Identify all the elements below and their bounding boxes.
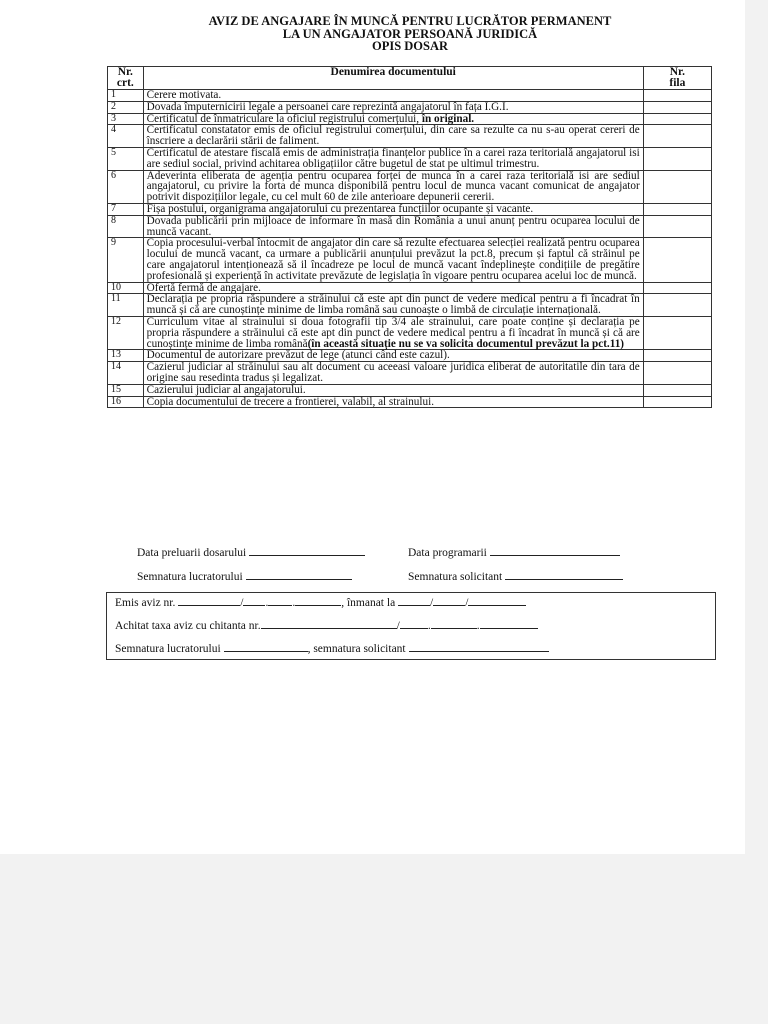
semnatura-solicitant-field: [408, 569, 623, 583]
table-row: [108, 350, 712, 362]
header-nr-crt: [108, 67, 144, 90]
row-document-text: Adeverinta eliberata de agenția pentru ocuparea forței de munca în a carei raza teritorială isi are sediul angajatorul, cu privire la forta de munca disponibilă pentru locul de munca vacant comunicat de angajator potrivit dispozițiilor legale, cu cel mult 60 de zile anterioare depunerii cererii.: [146, 169, 640, 204]
row-document-cell: [143, 215, 643, 238]
row-number: 13: [108, 350, 144, 362]
box-semnatura-lucratorului-line[interactable]: [224, 641, 308, 652]
row-fila-cell[interactable]: [643, 294, 711, 317]
row-document-text: Curriculum vitae al strainului si doua fotografii tip 3/4 ale strainului, care poate conține și declarația pe propria răspundere a străinului că este apt din punct de vedere medical pentru a fi încadrat în muncă și că are cunoștințe minime de limba română: [146, 315, 640, 350]
header-fila-nr-label: Nr.: [669, 66, 685, 78]
row-number: 9: [108, 238, 144, 282]
box-semnatura-solicitant-label: , semnatura solicitant: [307, 643, 406, 655]
aviz-issue-box: [106, 592, 716, 660]
row-fila-cell[interactable]: [643, 238, 711, 282]
inmanat-year-line[interactable]: [468, 595, 526, 606]
table-header-row: [108, 67, 712, 90]
box-semnatura-solicitant-line[interactable]: [409, 641, 549, 652]
header-crt-label: crt.: [116, 77, 134, 89]
table-row: [108, 282, 712, 294]
semnatura-lucratorului-field: [137, 569, 352, 583]
row-document-text: Declarația pe propria răspundere a străinului că este apt din punct de vedere medical pentru a fi încadrat în muncă și că are cunoștințe minime de limba română sau cunoaște o limbă de circulație internațională.: [146, 293, 640, 317]
semnatura-solicitant-input-line[interactable]: [505, 569, 623, 580]
header-nr-fila: [643, 67, 711, 90]
row-fila-cell[interactable]: [643, 215, 711, 238]
table-row: [108, 294, 712, 317]
row-number: 1: [108, 90, 144, 102]
row-fila-cell[interactable]: [643, 125, 711, 148]
table-row: [108, 396, 712, 408]
table-row: [108, 113, 712, 125]
row-fila-cell[interactable]: [643, 282, 711, 294]
inmanat-day-line[interactable]: [398, 595, 430, 606]
row-document-cell: [143, 170, 643, 203]
data-programarii-input-line[interactable]: [490, 545, 620, 556]
chitanta-year-line[interactable]: [480, 618, 538, 629]
title-line-1: AVIZ DE ANGAJARE ÎN MUNCĂ PENTRU LUCRĂTOR PERMANENT: [208, 14, 612, 28]
achitat-taxa-row: Achitat taxa aviz cu chitanta nr. / . .: [115, 618, 538, 632]
table-row: [108, 101, 712, 113]
row-fila-cell[interactable]: [643, 203, 711, 215]
row-document-cell: [143, 316, 643, 349]
row-document-cell: [143, 238, 643, 282]
row-fila-cell[interactable]: [643, 170, 711, 203]
table-row: [108, 125, 712, 148]
row-document-text: Certificatul constatator emis de oficiul registrului comerțului, din care sa rezulte ca nu s-au operat cereri de înscriere a declarării stării de faliment.: [146, 124, 640, 148]
aviz-part-3-line[interactable]: [268, 595, 292, 606]
data-programarii-label: Data programarii: [408, 547, 487, 559]
row-document-text: Copia procesului-verbal întocmit de angajator din care să rezulte efectuarea selecției realizată pentru ocuparea locului de muncă vacant, ca urmare a publicării anunțului prevăzut la pct.8, precum și faptul că străinul pe care angajatorul intenționează să il încadreze pe locul de muncă vacant îndeplinește condițiile de pregătire profesională și experiență în activitate prevăzute de legislația în vigoare pentru ocuparea acelui loc de muncă.: [146, 237, 640, 282]
title-line-2: LA UN ANGAJATOR PERSOANĂ JURIDICĂ: [282, 26, 538, 41]
table-row: [108, 90, 712, 102]
row-number: 8: [108, 215, 144, 238]
box-signatures-row: [115, 641, 549, 655]
row-document-text: Ofertă fermă de angajare.: [146, 281, 261, 294]
table-row: [108, 203, 712, 215]
row-document-cell: [143, 113, 643, 125]
header-nr-label: Nr.: [117, 66, 133, 78]
row-document-emphasis: (în această situație nu se va solicita documentul prevăzut la pct.11): [307, 337, 625, 350]
inmanat-month-line[interactable]: [433, 595, 465, 606]
row-number: 10: [108, 282, 144, 294]
semnatura-solicitant-label: Semnatura solicitant: [408, 571, 503, 583]
row-document-emphasis: în original.: [421, 112, 475, 125]
row-document-text: Cazierului judiciar al angajatorului.: [146, 383, 306, 396]
aviz-nr-line[interactable]: [178, 595, 240, 606]
row-document-cell: [143, 362, 643, 385]
semnatura-lucratorului-label: Semnatura lucratorului: [137, 571, 243, 583]
table-row: [108, 362, 712, 385]
semnatura-lucratorului-input-line[interactable]: [246, 569, 352, 580]
row-number: 5: [108, 147, 144, 170]
aviz-part-2-line[interactable]: [243, 595, 265, 606]
table-row: [108, 215, 712, 238]
row-fila-cell[interactable]: [643, 113, 711, 125]
row-fila-cell[interactable]: [643, 350, 711, 362]
emis-aviz-label: Emis aviz nr.: [115, 597, 176, 609]
row-document-cell: [143, 294, 643, 317]
chitanta-nr-line[interactable]: [261, 618, 397, 629]
chitanta-month-line[interactable]: [431, 618, 477, 629]
data-preluarii-label: Data preluarii dosarului: [137, 547, 247, 559]
row-fila-cell[interactable]: [643, 362, 711, 385]
achitat-taxa-label: Achitat taxa aviz cu chitanta nr.: [115, 620, 261, 632]
row-fila-cell[interactable]: [643, 101, 711, 113]
table-body: [108, 90, 712, 408]
data-preluarii-field: [137, 545, 365, 559]
row-document-cell: [143, 147, 643, 170]
table-row: [108, 147, 712, 170]
row-document-cell: [143, 90, 643, 102]
table-row: [108, 316, 712, 349]
document-title: [110, 15, 710, 53]
documents-table: [107, 66, 712, 408]
row-document-cell: [143, 282, 643, 294]
row-document-cell: [143, 350, 643, 362]
header-document-name: Denumirea documentului: [143, 67, 643, 90]
row-document-text: Certificatul de atestare fiscală emis de administrația finanțelor publice în a carei raza teritorială angajatorul isi are sediul social, privind achitarea obligațiilor către bugetul de stat pe ultimul trimestru.: [146, 146, 640, 170]
row-fila-cell[interactable]: [643, 316, 711, 349]
row-document-cell: [143, 125, 643, 148]
row-document-text: Cazierul judiciar al străinului sau alt document cu aceeasi valoare juridica eliberat de autoritatile din tara de origine sau resedinta tradus și legalizat.: [146, 361, 640, 384]
row-document-text: Dovada publicării prin mijloace de informare în masă din România a unui anunț pentru ocuparea locului de muncă vacant.: [146, 214, 640, 238]
data-programarii-field: [408, 545, 620, 559]
row-number: 11: [108, 294, 144, 317]
row-document-text: Certificatul de înmatriculare la oficiul registrului comerțului,: [146, 112, 422, 125]
box-semnatura-lucratorului-label: Semnatura lucratorului: [115, 643, 221, 655]
table-row: [108, 238, 712, 282]
inmanat-label: înmanat la: [346, 597, 396, 609]
row-document-text: Fișa postului, organigrama angajatorului cu prezentarea funcțiilor ocupante și vacante.: [146, 202, 534, 215]
row-document-text: Dovada împuternicirii legale a persoanei care reprezintă angajatorul în fața I.G.I.: [146, 100, 509, 113]
data-preluarii-input-line[interactable]: [249, 545, 365, 556]
row-document-cell: [143, 384, 643, 396]
row-number: 12: [108, 316, 144, 349]
chitanta-day-line[interactable]: [400, 618, 428, 629]
row-number: 4: [108, 125, 144, 148]
row-number: 16: [108, 396, 144, 408]
row-fila-cell[interactable]: [643, 396, 711, 408]
aviz-part-4-line[interactable]: [295, 595, 341, 606]
row-number: 14: [108, 362, 144, 385]
row-document-cell: [143, 396, 643, 408]
row-document-cell: [143, 101, 643, 113]
emis-aviz-row: Emis aviz nr. / . . , înmanat la / /: [115, 595, 526, 609]
row-document-text: Cerere motivata.: [146, 89, 222, 101]
row-document-text: Documentul de autorizare prevăzut de lege (atunci când este cazul).: [146, 349, 450, 362]
row-fila-cell[interactable]: [643, 384, 711, 396]
row-number: 3: [108, 113, 144, 125]
table-row: [108, 384, 712, 396]
row-number: 6: [108, 170, 144, 203]
row-number: 15: [108, 384, 144, 396]
row-number: 7: [108, 203, 144, 215]
row-fila-cell[interactable]: [643, 90, 711, 102]
header-fila-label: fila: [669, 77, 686, 89]
row-fila-cell[interactable]: [643, 147, 711, 170]
row-number: 2: [108, 101, 144, 113]
row-document-text: Copia documentului de trecere a frontierei, valabil, al strainului.: [146, 395, 434, 408]
table-row: [108, 170, 712, 203]
title-line-3: OPIS DOSAR: [371, 39, 449, 53]
row-document-cell: [143, 203, 643, 215]
